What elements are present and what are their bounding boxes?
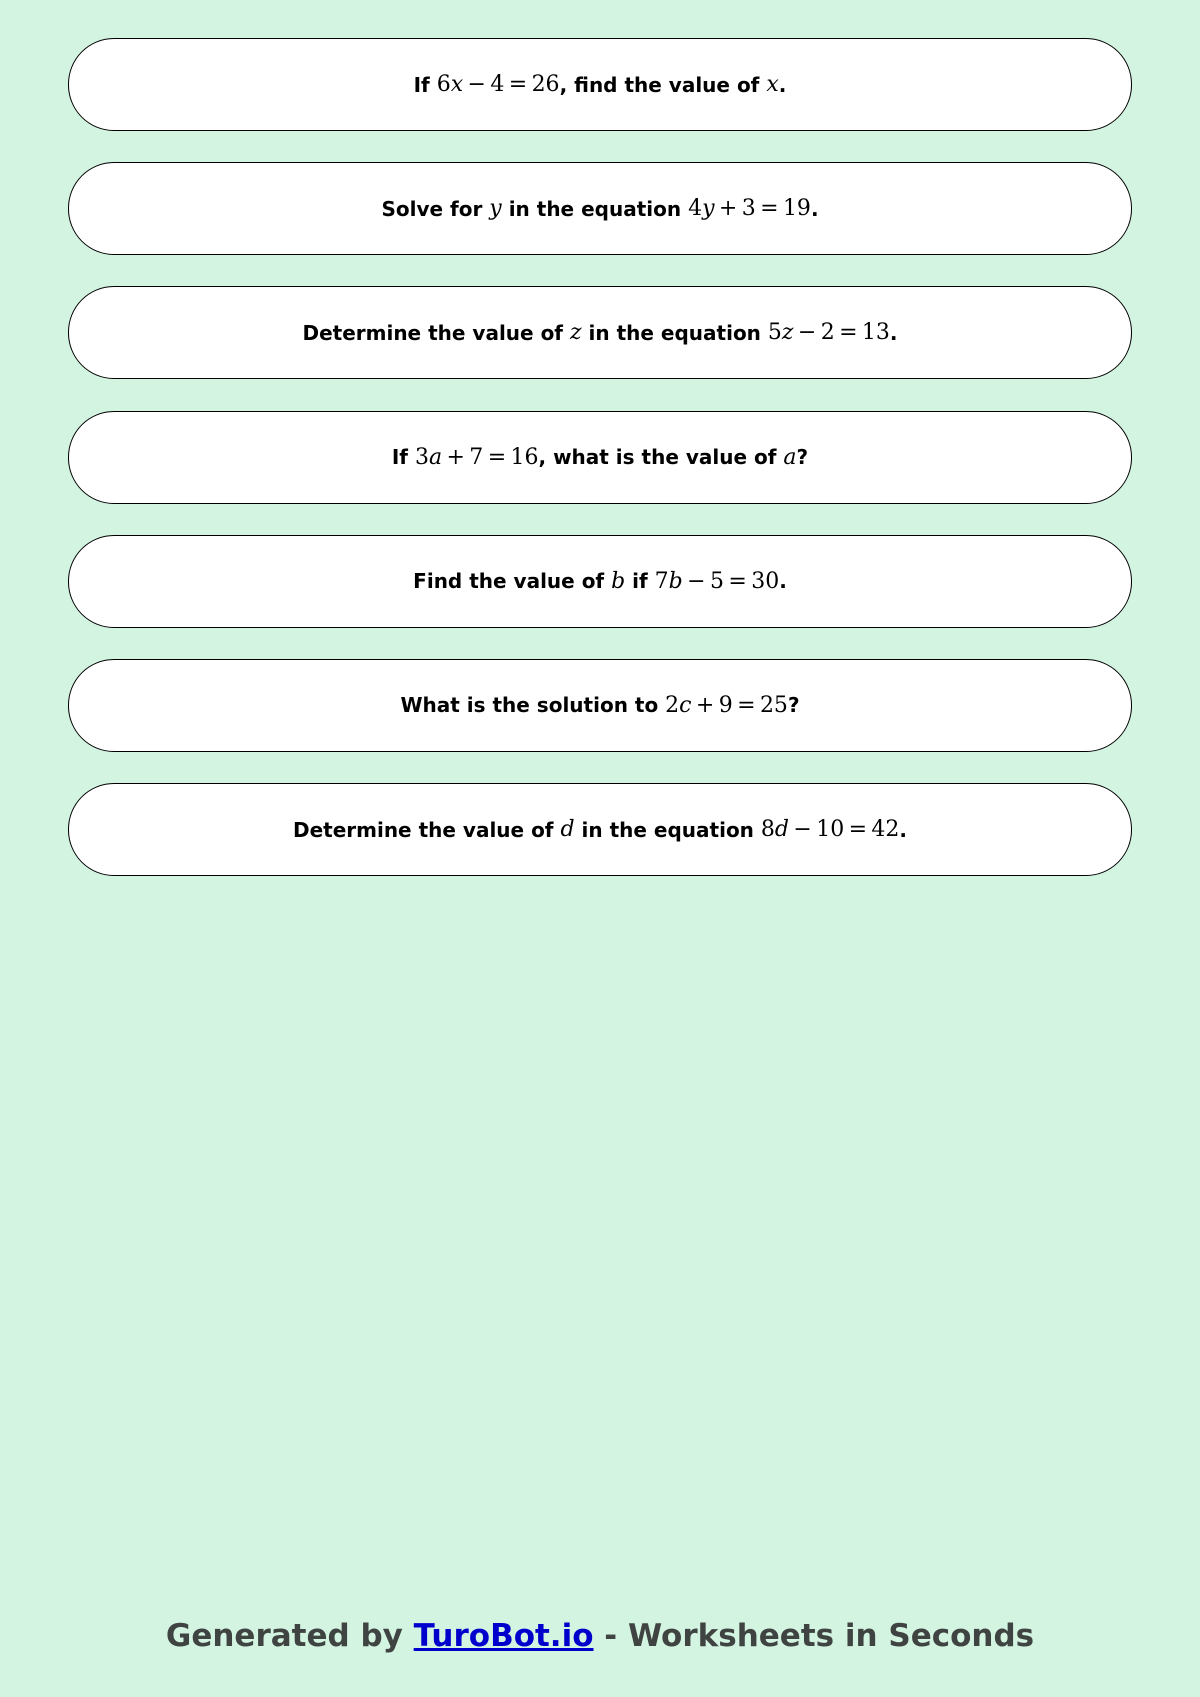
question-text: Determine the value of	[302, 320, 570, 345]
question-text: Find the value of	[413, 569, 612, 594]
question-text: What is the solution to	[400, 693, 666, 718]
math-expression: 6x − 4 = 26	[436, 72, 560, 97]
math-expression: y	[489, 196, 502, 222]
math-expression: z	[569, 320, 582, 346]
question-text: Determine the value of	[292, 817, 561, 842]
math-expression: a	[783, 444, 797, 470]
question-text: If	[391, 445, 415, 470]
math-expression: b	[611, 568, 626, 594]
question-text: , what is the value of	[538, 445, 784, 470]
question-text: .	[810, 196, 819, 221]
math-expression: d	[560, 817, 575, 843]
question-box	[68, 411, 1132, 504]
math-expression: x	[766, 72, 779, 97]
question-text: Solve for	[381, 196, 490, 221]
question-box	[68, 162, 1132, 255]
question-text: in the equation	[581, 320, 768, 345]
question-text: .	[779, 569, 787, 594]
question-text: ?	[796, 445, 809, 470]
question-text: in the equation	[501, 196, 689, 221]
question-box	[68, 286, 1132, 379]
question-box	[68, 38, 1132, 131]
question-text: ?	[787, 693, 800, 718]
footer-suffix: - Worksheets in Seconds	[593, 1618, 1035, 1654]
math-expression: 7b − 5 = 30	[654, 568, 780, 594]
math-expression: 8d − 10 = 42	[760, 817, 900, 843]
question-box	[68, 783, 1132, 876]
math-expression: 3a + 7 = 16	[414, 444, 539, 470]
question-list	[68, 38, 1132, 907]
question-text: if	[625, 569, 655, 594]
question-text: .	[778, 72, 787, 97]
question-text: .	[889, 320, 898, 345]
question-text: .	[899, 817, 908, 842]
question-text: If	[413, 72, 437, 97]
footer-prefix: Generated by	[165, 1618, 414, 1654]
math-expression: 4y + 3 = 19	[688, 196, 811, 222]
question-box	[68, 659, 1132, 752]
question-text: , find the value of	[559, 72, 767, 97]
math-expression: 2c + 9 = 25	[665, 692, 788, 718]
turobot-link[interactable]: TuroBot.io	[413, 1618, 594, 1654]
question-box	[68, 535, 1132, 628]
question-text: in the equation	[574, 817, 761, 842]
math-expression: 5z − 2 = 13	[767, 320, 890, 346]
footer	[0, 1618, 1200, 1654]
